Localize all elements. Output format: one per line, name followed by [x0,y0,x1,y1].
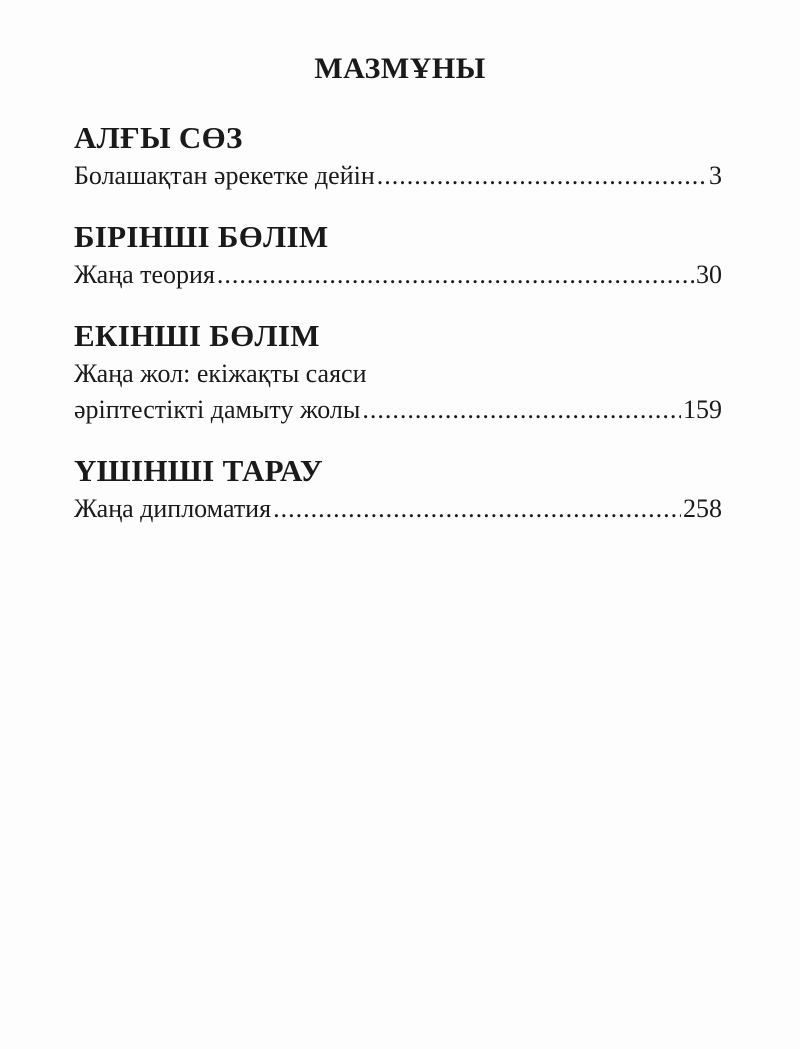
section-heading: ЕКІНШІ БӨЛІМ [74,318,320,353]
toc-entry [74,491,722,527]
dot-leader [273,491,681,527]
entry-title: Жаңа дипломатия [74,494,272,523]
toc-section-foreword [74,118,722,194]
toc-entry [74,257,722,293]
page-number: 258 [683,494,722,523]
toc-entry [74,158,722,194]
toc-section-part-one [74,217,722,293]
section-heading: АЛҒЫ СӨЗ [74,120,243,155]
section-heading: ҮШІНШІ ТАРАУ [74,453,323,488]
page-number: 30 [696,260,722,289]
toc-section-chapter-three [74,451,722,527]
table-of-contents [74,118,722,550]
section-heading: БІРІНШІ БӨЛІМ [74,219,329,254]
toc-entry [74,392,722,428]
dot-leader [217,257,694,293]
page-number: 3 [709,161,722,190]
entry-title: Болашақтан әрекетке дейін [74,161,375,190]
page-title: МАЗМҰНЫ [314,52,486,85]
entry-title: әріптестікті дамыту жолы [74,395,361,424]
entry-title-line: Жаңа жол: екіжақты саяси [74,359,367,388]
dot-leader [362,392,681,428]
dot-leader [377,158,707,194]
entry-title: Жаңа теория [74,260,215,289]
toc-section-part-two [74,316,722,428]
page-number: 159 [683,395,722,424]
